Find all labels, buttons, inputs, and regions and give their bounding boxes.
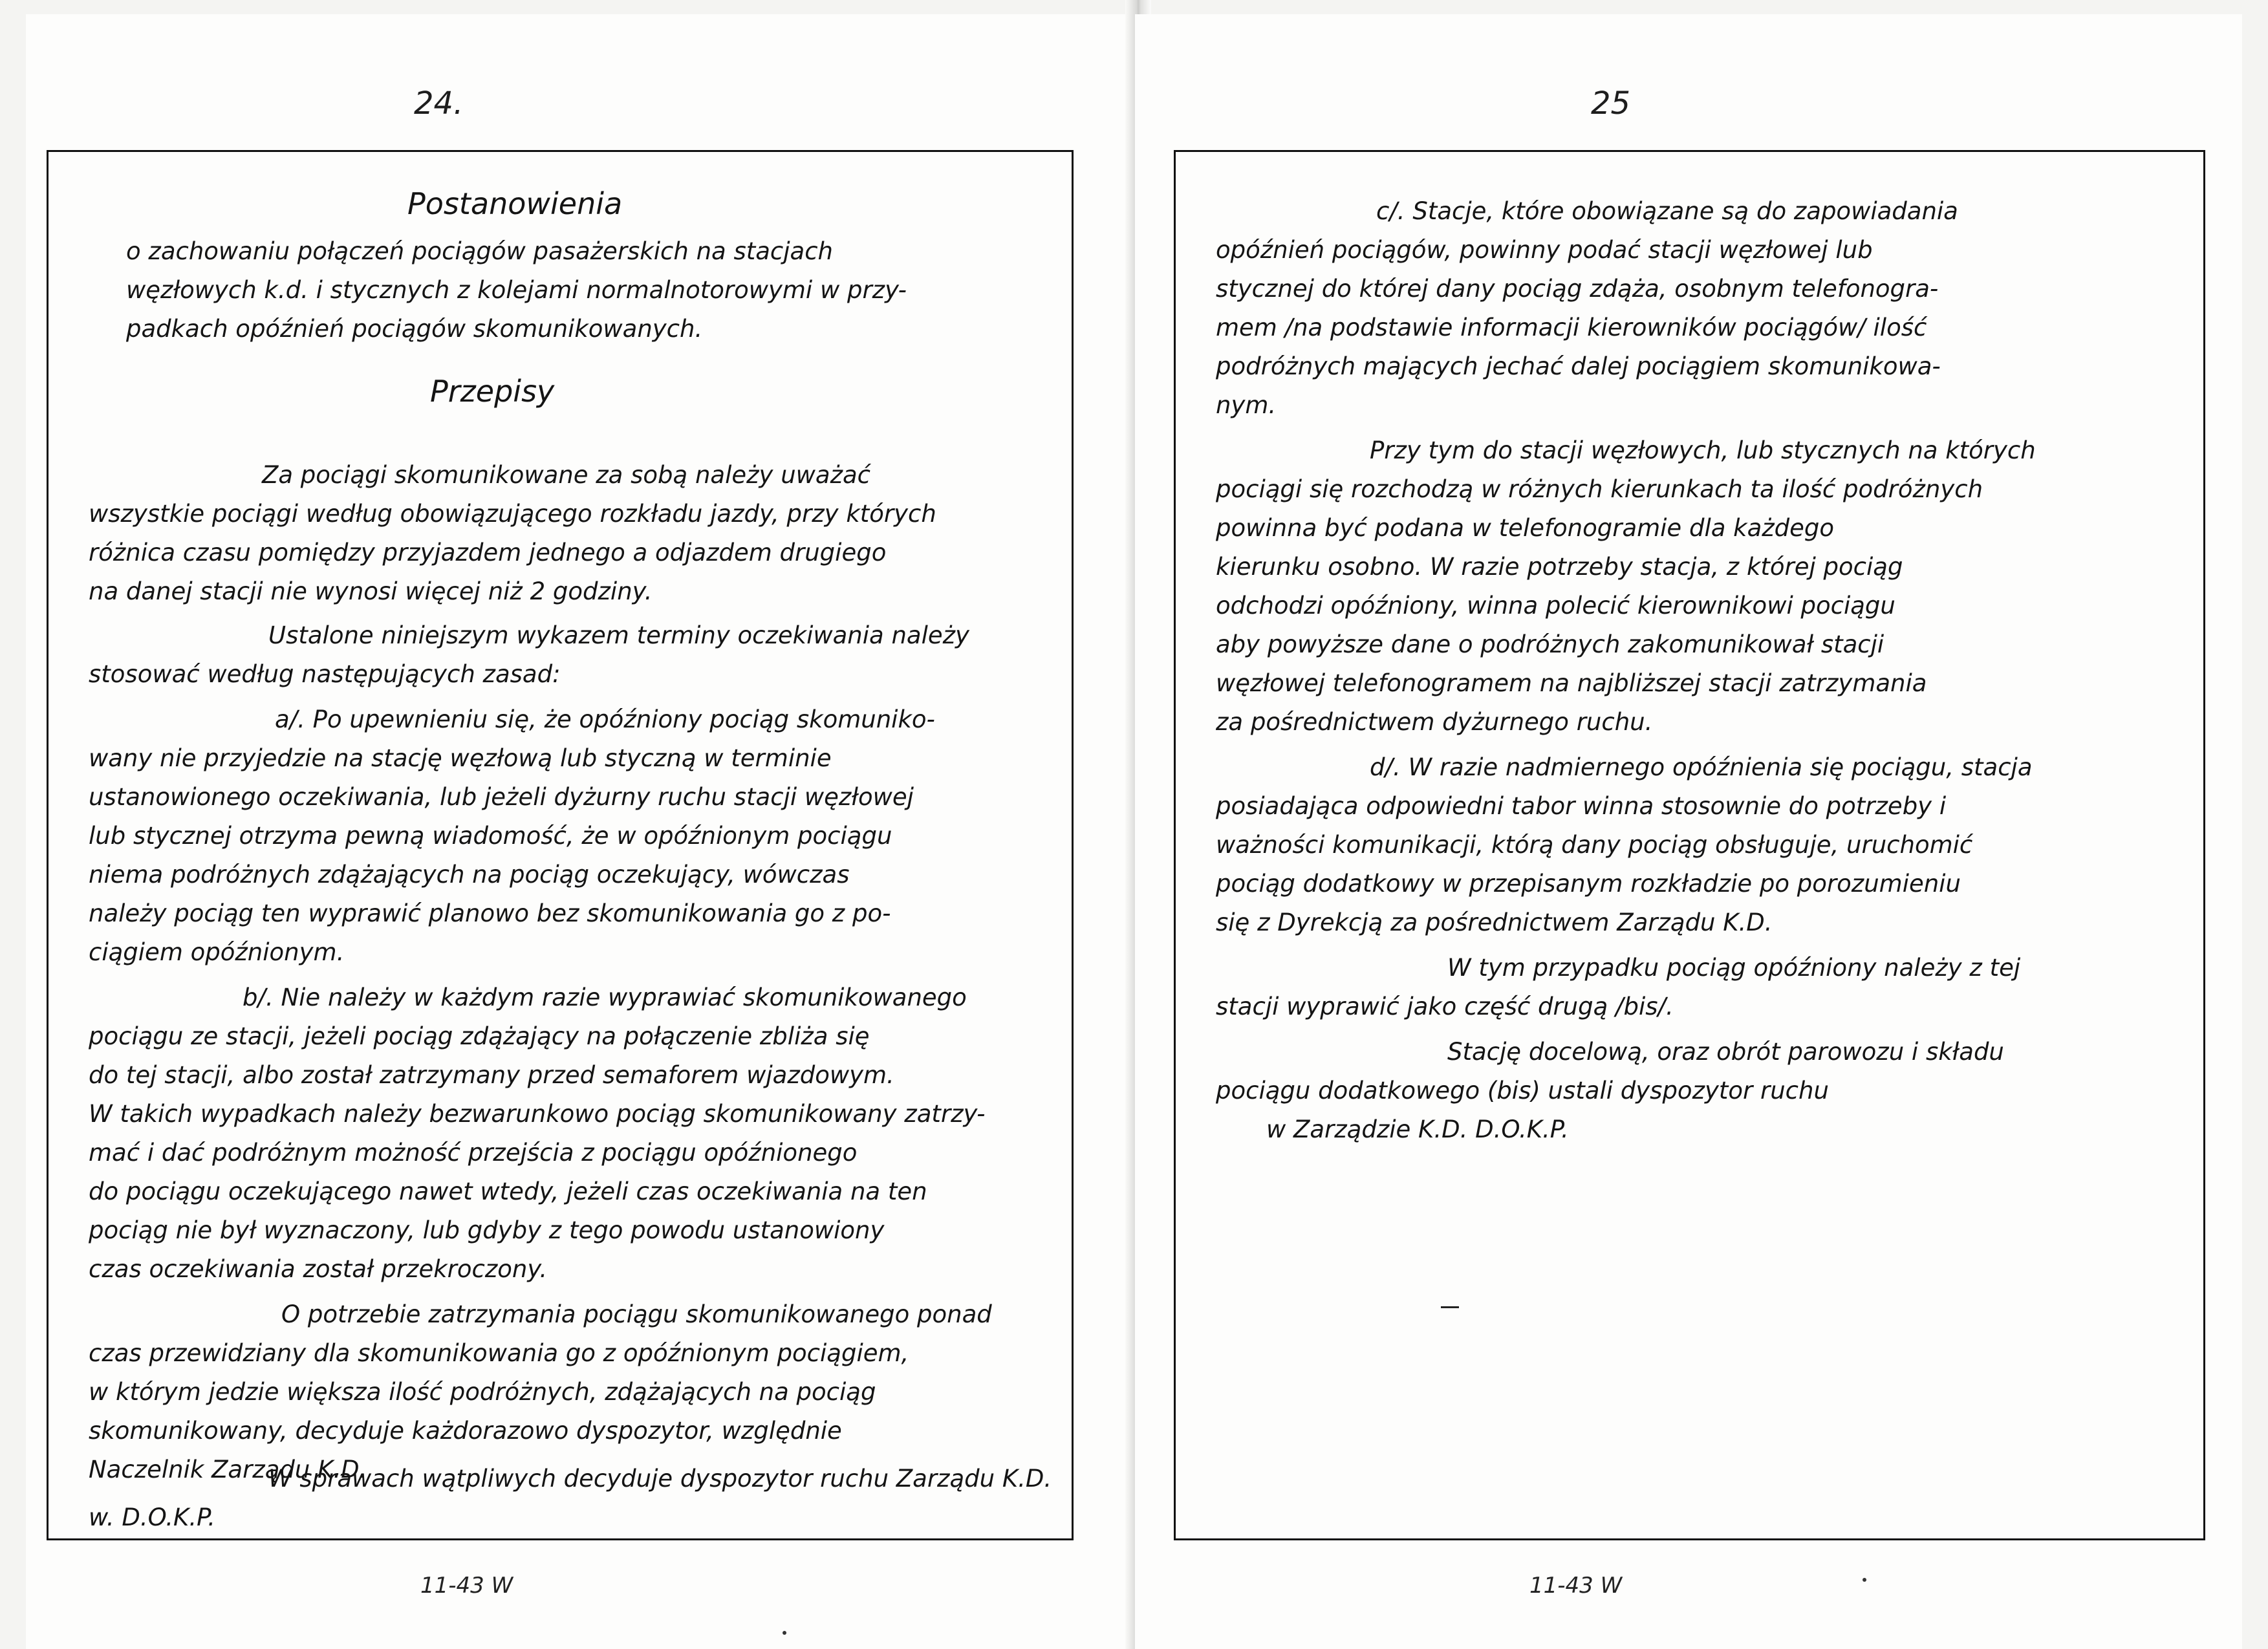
text-line: do tej stacji, albo został zatrzymany przed semaforem wjazdowym. bbox=[89, 1061, 894, 1089]
handwritten-text-block bbox=[49, 152, 1072, 1538]
page-number: 25 bbox=[1591, 85, 1631, 122]
text-line: o zachowaniu połączeń pociągów pasażerskich na stacjach bbox=[126, 237, 833, 265]
text-line: Za pociągi skomunikowane za sobą należy uważać bbox=[262, 461, 871, 489]
text-line: należy pociąg ten wyprawić planowo bez skomunikowania go z po- bbox=[89, 900, 891, 927]
text-line: a/. Po upewnieniu się, że opóźniony pociąg skomuniko- bbox=[275, 706, 935, 733]
section-heading: Przepisy bbox=[430, 374, 555, 409]
text-line: opóźnień pociągów, powinny podać stacji węzłowej lub bbox=[1216, 236, 1873, 264]
text-line: Stację docelową, oraz obrót parowozu i składu bbox=[1447, 1038, 2004, 1066]
text-line: O potrzebie zatrzymania pociągu skomunikowanego ponad bbox=[281, 1300, 992, 1328]
page-number: 24. bbox=[414, 85, 464, 122]
text-line: pociągu ze stacji, jeżeli pociąg zdążający na połączenie zbliża się bbox=[89, 1022, 870, 1050]
right-page bbox=[1135, 14, 2242, 1649]
text-line: ustanowionego oczekiwania, lub jeżeli dyżurny ruchu stacji węzłowej bbox=[89, 783, 914, 811]
text-line: kierunku osobno. W razie potrzeby stacja, z której pociąg bbox=[1216, 553, 1903, 581]
paper-speck bbox=[1863, 1578, 1866, 1582]
text-line: W sprawach wątpliwych decyduje dyspozytor ruchu Zarządu K.D. bbox=[268, 1465, 1052, 1493]
handwritten-text-block bbox=[1176, 152, 2203, 1538]
text-line: Naczelnik Zarządu K.D. bbox=[89, 1456, 367, 1483]
left-page bbox=[26, 14, 1138, 1649]
text-frame bbox=[1174, 150, 2205, 1540]
text-line: pociąg dodatkowy w przepisanym rozkładzie po porozumieniu bbox=[1216, 870, 1961, 898]
text-line: Przy tym do stacji węzłowych, lub stycznych na których bbox=[1370, 436, 2036, 464]
text-line: w Zarządzie K.D. D.O.K.P. bbox=[1266, 1116, 1569, 1143]
page-footer-code: 11-43 W bbox=[1529, 1573, 1623, 1599]
text-line: skomunikowany, decyduje każdorazowo dyspozytor, względnie bbox=[89, 1417, 842, 1445]
text-line: pociągu dodatkowego (bis) ustali dyspozytor ruchu bbox=[1216, 1077, 1829, 1105]
text-line: węzłowej telefonogramem na najbliższej stacji zatrzymania bbox=[1216, 669, 1927, 697]
text-line: odchodzi opóźniony, winna polecić kierownikowi pociągu bbox=[1216, 592, 1895, 620]
text-line: pociągi się rozchodzą w różnych kierunkach ta ilość podróżnych bbox=[1216, 475, 1983, 503]
text-line: w którym jedzie większa ilość podróżnych, zdążających na pociąg bbox=[89, 1378, 876, 1406]
text-line: lub stycznej otrzyma pewną wiadomość, że w opóźnionym pociągu bbox=[89, 822, 892, 850]
text-line: czas oczekiwania został przekroczony. bbox=[89, 1255, 548, 1283]
text-line: na danej stacji nie wynosi więcej niż 2 godziny. bbox=[89, 577, 653, 605]
page-title: Postanowienia bbox=[407, 186, 623, 221]
text-line: stosować według następujących zasad: bbox=[89, 660, 561, 688]
text-line: podróżnych mających jechać dalej pociągiem skomunikowa- bbox=[1216, 352, 1941, 380]
text-line: w. D.O.K.P. bbox=[89, 1503, 216, 1531]
text-line: węzłowych k.d. i stycznych z kolejami normalnotorowymi w przy- bbox=[126, 276, 907, 304]
text-line: padkach opóźnień pociągów skomunikowanych. bbox=[126, 315, 703, 343]
text-line: ciągiem opóźnionym. bbox=[89, 938, 345, 966]
text-line: posiadająca odpowiedni tabor winna stosownie do potrzeby i bbox=[1216, 792, 1947, 820]
text-line: b/. Nie należy w każdym razie wyprawiać skomunikowanego bbox=[243, 984, 967, 1011]
text-line: ważności komunikacji, którą dany pociąg obsługuje, uruchomić bbox=[1216, 831, 1973, 859]
page-footer-code: 11-43 W bbox=[420, 1573, 513, 1599]
text-line: wany nie przyjedzie na stację węzłową lub styczną w terminie bbox=[89, 744, 832, 772]
text-line: d/. W razie nadmiernego opóźnienia się pociągu, stacja bbox=[1370, 753, 2033, 781]
text-line: się z Dyrekcją za pośrednictwem Zarządu K.D. bbox=[1216, 909, 1773, 936]
text-line: niema podróżnych zdążających na pociąg oczekujący, wówczas bbox=[89, 861, 850, 889]
text-line: Ustalone niniejszym wykazem terminy oczekiwania należy bbox=[268, 621, 969, 649]
text-line: powinna być podana w telefonogramie dla każdego bbox=[1216, 514, 1835, 542]
paper-speck bbox=[783, 1631, 786, 1635]
text-frame bbox=[47, 150, 1074, 1540]
text-line: stycznej do której dany pociąg zdąża, osobnym telefonogra- bbox=[1216, 275, 1939, 303]
text-line: pociąg nie był wyznaczony, lub gdyby z tego powodu ustanowiony bbox=[89, 1216, 885, 1244]
text-line: nym. bbox=[1216, 391, 1277, 419]
text-line: W tym przypadku pociąg opóźniony należy z tej bbox=[1447, 954, 2021, 982]
text-line: stacji wyprawić jako część drugą /bis/. bbox=[1216, 993, 1674, 1020]
text-line: aby powyższe dane o podróżnych zakomunikował stacji bbox=[1216, 630, 1885, 658]
text-line: mem /na podstawie informacji kierowników pociągów/ ilość bbox=[1216, 314, 1927, 341]
text-line: za pośrednictwem dyżurnego ruchu. bbox=[1216, 708, 1653, 736]
text-line: różnica czasu pomiędzy przyjazdem jednego a odjazdem drugiego bbox=[89, 539, 887, 566]
text-line: c/. Stacje, które obowiązane są do zapowiadania bbox=[1376, 197, 1958, 225]
text-line: W takich wypadkach należy bezwarunkowo pociąg skomunikowany zatrzy- bbox=[89, 1100, 986, 1128]
text-line: mać i dać podróżnym możność przejścia z pociągu opóźnionego bbox=[89, 1139, 858, 1167]
pen-mark bbox=[1441, 1306, 1459, 1308]
text-line: wszystkie pociągi według obowiązującego rozkładu jazdy, przy których bbox=[89, 500, 936, 528]
text-line: czas przewidziany dla skomunikowania go z opóźnionym pociągiem, bbox=[89, 1339, 909, 1367]
text-line: do pociągu oczekującego nawet wtedy, jeżeli czas oczekiwania na ten bbox=[89, 1178, 927, 1205]
